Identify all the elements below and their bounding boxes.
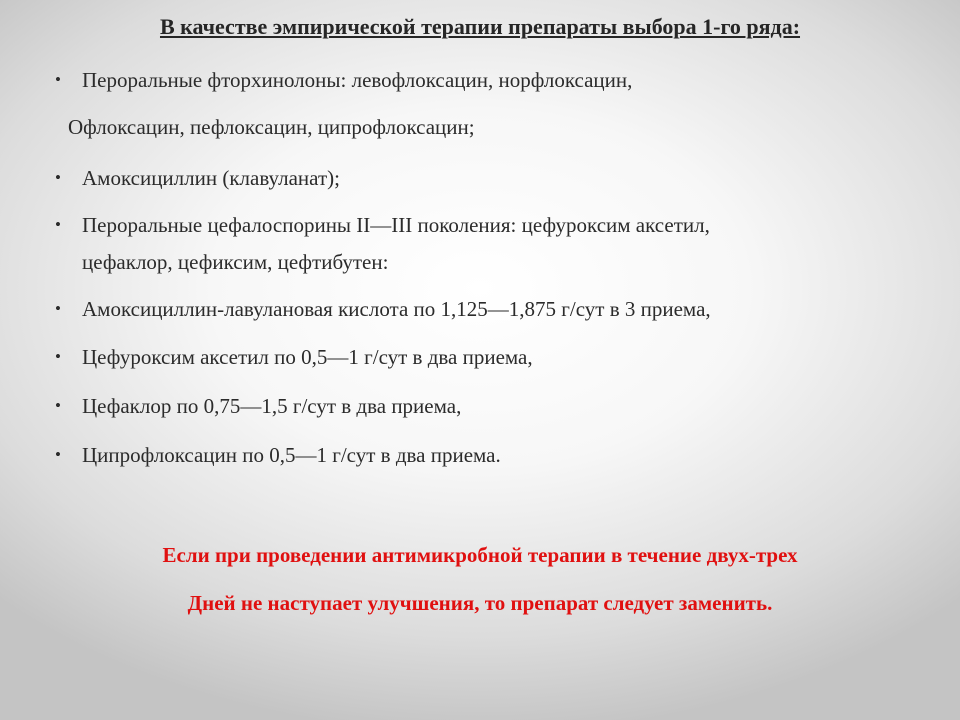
- bullet-icon: •: [55, 70, 61, 89]
- bullet-icon: •: [55, 445, 61, 464]
- bullet-icon: •: [55, 299, 61, 318]
- list-item-text: Цефуроксим аксетил по 0,5—1 г/сут в два приема,: [82, 345, 533, 369]
- list-item-text: Пероральные цефалоспорины II—III поколения: цефуроксим аксетил,: [82, 213, 710, 237]
- list-item-continuation: Офлоксацин, пефлоксацин, ципрофлоксацин;: [68, 115, 475, 139]
- warning-note-line: Дней не наступает улучшения, то препарат следует заменить.: [187, 591, 773, 615]
- list-item-text: Пероральные фторхинолоны: левофлоксацин, норфлоксацин,: [82, 68, 633, 92]
- bullet-icon: •: [55, 396, 61, 415]
- list-item-continuation: цефаклор, цефиксим, цефтибутен:: [82, 250, 389, 274]
- warning-note-line: Если при проведении антимикробной терапии в течение двух-трех: [162, 543, 798, 567]
- slide-title: В качестве эмпирической терапии препараты выбора 1-го ряда:: [159, 14, 801, 39]
- list-item-text: Ципрофлоксацин по 0,5—1 г/сут в два приема.: [82, 443, 501, 467]
- bullet-icon: •: [55, 347, 61, 366]
- list-item-text: Амоксициллин (клавуланат);: [82, 166, 340, 190]
- bullet-icon: •: [55, 215, 61, 234]
- list-item-text: Амоксициллин-лавулановая кислота по 1,125—1,875 г/сут в 3 приема,: [82, 297, 711, 321]
- bullet-icon: •: [55, 168, 61, 187]
- list-item-text: Цефаклор по 0,75—1,5 г/сут в два приема,: [82, 394, 462, 418]
